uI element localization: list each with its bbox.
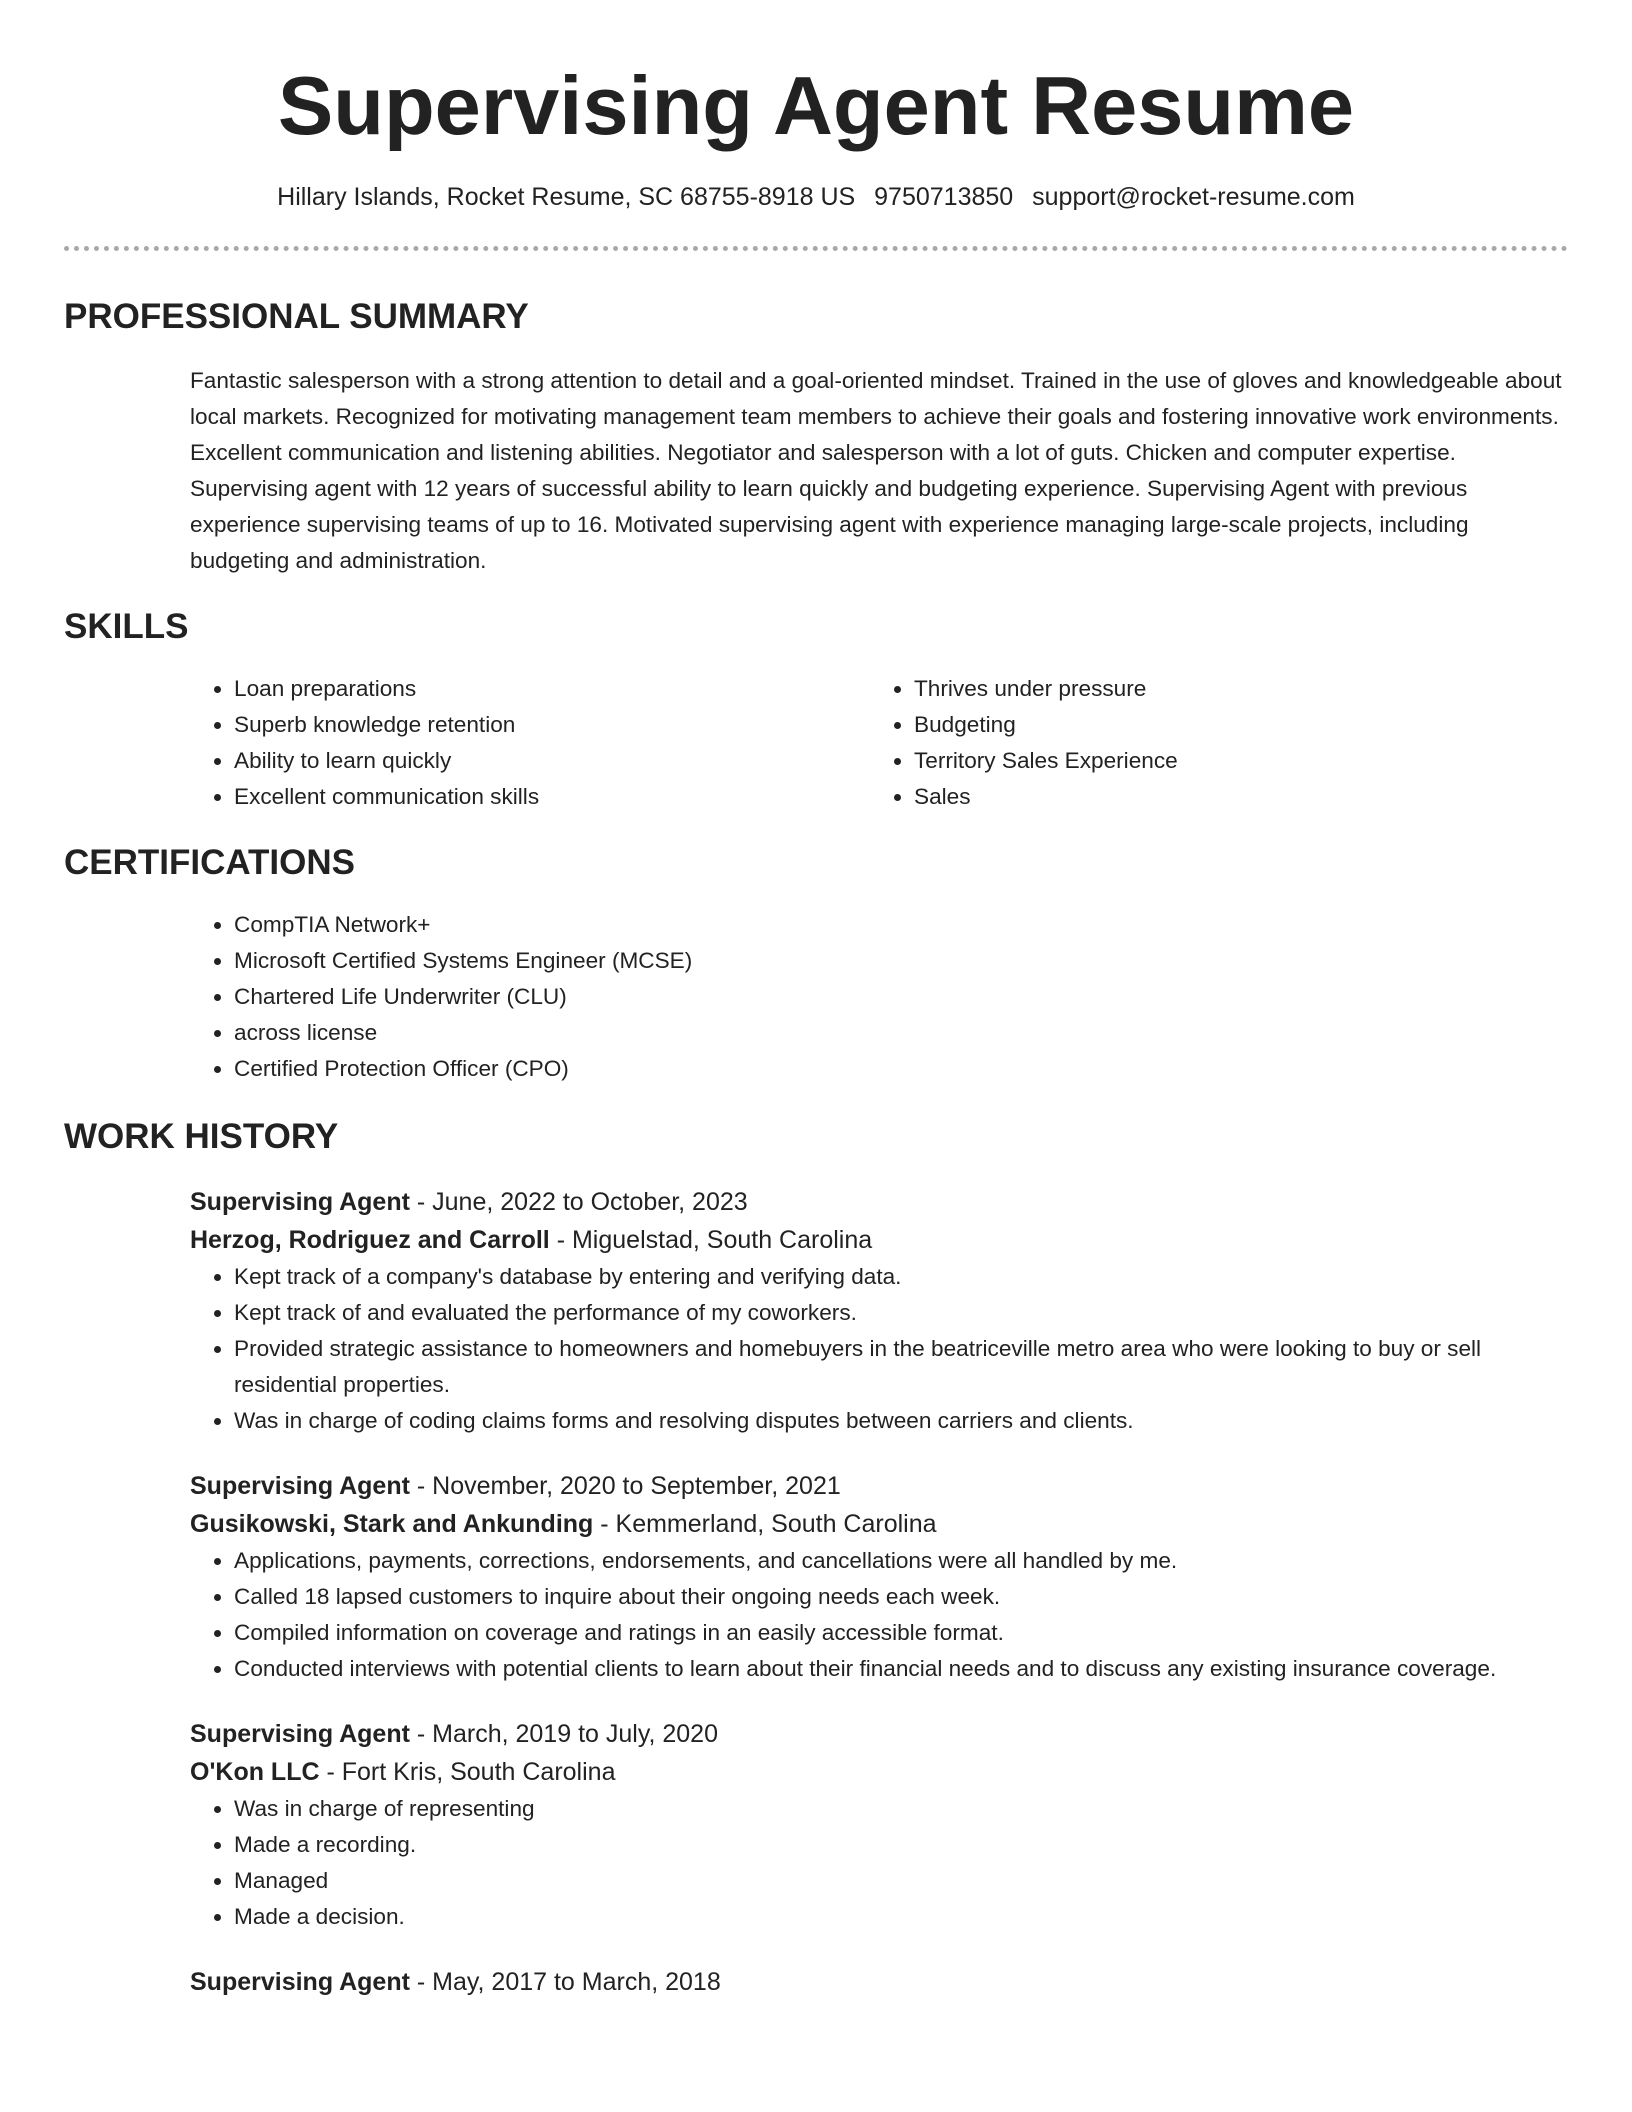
job-bullet: • Called 18 lapsed customers to inquire about their ongoing needs each week.: [234, 1579, 1568, 1615]
skill-item: • Budgeting: [914, 707, 1550, 743]
skills-column-right: [870, 671, 1550, 815]
skill-item: • Superb knowledge retention: [234, 707, 870, 743]
job-bullet: • Was in charge of representing: [234, 1791, 1568, 1827]
job-dates: - November, 2020 to September, 2021: [409, 1472, 841, 1500]
job-bullets: [190, 1543, 1568, 1687]
skills-list-right: [870, 671, 1550, 815]
certification-item: • Microsoft Certified Systems Engineer (MCSE): [234, 943, 1568, 979]
skills-grid: [190, 671, 1568, 815]
work-history-heading: WORK HISTORY: [64, 1117, 339, 1156]
certifications-list: [190, 907, 1568, 1087]
skill-item: • Ability to learn quickly: [234, 743, 870, 779]
job-bullet: • Kept track of and evaluated the performance of my coworkers.: [234, 1295, 1568, 1331]
job-company-line: [190, 1505, 1568, 1543]
job-entry: [190, 1963, 1568, 2001]
job-company-line: [190, 1753, 1568, 1791]
job-bullets: [190, 1259, 1568, 1439]
job-company-line: [190, 1221, 1568, 1259]
job-entry: [190, 1467, 1568, 1687]
skill-item: • Excellent communication skills: [234, 779, 870, 815]
header-divider: [64, 246, 1568, 251]
job-title-line: [190, 1963, 1568, 2001]
skill-item: • Territory Sales Experience: [914, 743, 1550, 779]
job-title-line: [190, 1183, 1568, 1221]
skills-list-left: [190, 671, 870, 815]
certification-item: • across license: [234, 1015, 1568, 1051]
skill-item: • Loan preparations: [234, 671, 870, 707]
skill-item: • Sales: [914, 779, 1550, 815]
job-dates: - March, 2019 to July, 2020: [409, 1720, 718, 1748]
job-bullet: • Made a decision.: [234, 1899, 1568, 1935]
job-bullet: • Made a recording.: [234, 1827, 1568, 1863]
job-company: Gusikowski, Stark and Ankunding: [190, 1510, 594, 1538]
job-bullet: • Managed: [234, 1863, 1568, 1899]
contact-email: support@rocket-resume.com: [1032, 183, 1355, 211]
job-location: - Miguelstad, South Carolina: [549, 1226, 873, 1254]
job-dates: - May, 2017 to March, 2018: [409, 1968, 721, 1996]
skill-item: • Thrives under pressure: [914, 671, 1550, 707]
contact-line: [64, 181, 1568, 213]
job-bullet: • Provided strategic assistance to homeowners and homebuyers in the beatriceville metro area who were looking to buy or sell residential properties.: [234, 1331, 1568, 1403]
job-bullets: [190, 1791, 1568, 1935]
job-bullet: • Conducted interviews with potential clients to learn about their financial needs and to discuss any existing insurance coverage.: [234, 1651, 1568, 1687]
skills-column-left: [190, 671, 870, 815]
job-company: O'Kon LLC: [190, 1758, 320, 1786]
job-title-line: [190, 1467, 1568, 1505]
contact-address: Hillary Islands, Rocket Resume, SC 68755-8918 US: [277, 183, 856, 211]
job-bullet: • Was in charge of coding claims forms and resolving disputes between carriers and clients.: [234, 1403, 1568, 1439]
job-bullet: • Applications, payments, corrections, endorsements, and cancellations were all handled by me.: [234, 1543, 1568, 1579]
job-location: - Fort Kris, South Carolina: [319, 1758, 616, 1786]
summary-heading: PROFESSIONAL SUMMARY: [64, 297, 529, 336]
job-entry: [190, 1715, 1568, 1935]
job-title: Supervising Agent: [190, 1720, 410, 1748]
job-bullet: • Compiled information on coverage and ratings in an easily accessible format.: [234, 1615, 1568, 1651]
job-entry: [190, 1183, 1568, 1439]
job-title: Supervising Agent: [190, 1968, 410, 1996]
certifications-block: [190, 907, 1568, 1087]
certification-item: • CompTIA Network+: [234, 907, 1568, 943]
certifications-heading: CERTIFICATIONS: [64, 843, 356, 882]
job-bullet: • Kept track of a company's database by entering and verifying data.: [234, 1259, 1568, 1295]
job-title: Supervising Agent: [190, 1472, 410, 1500]
resume-title: Supervising Agent Resume: [277, 59, 1355, 152]
job-dates: - June, 2022 to October, 2023: [409, 1188, 748, 1216]
contact-phone: 9750713850: [874, 183, 1014, 211]
certification-item: • Chartered Life Underwriter (CLU): [234, 979, 1568, 1015]
skills-heading: SKILLS: [64, 607, 189, 646]
certification-item: • Certified Protection Officer (CPO): [234, 1051, 1568, 1087]
job-title-line: [190, 1715, 1568, 1753]
job-location: - Kemmerland, South Carolina: [593, 1510, 937, 1538]
summary-text: Fantastic salesperson with a strong attention to detail and a goal-oriented mindset. Trained in the use of gloves and knowledgeable about local markets. Recognized for motivating management team members to achieve their goals and fostering innovative work environments. Excellent communication and listening abilities. Negotiator and salesperson with a lot of guts. Chicken and computer expertise. Supervising agent with 12 years of successful ability to learn quickly and budgeting experience. Supervising Agent with previous experience supervising teams of up to 16. Motivated supervising agent with experience managing large-scale projects, including budgeting and administration.: [190, 368, 1562, 573]
job-title: Supervising Agent: [190, 1188, 410, 1216]
job-company: Herzog, Rodriguez and Carroll: [190, 1226, 550, 1254]
